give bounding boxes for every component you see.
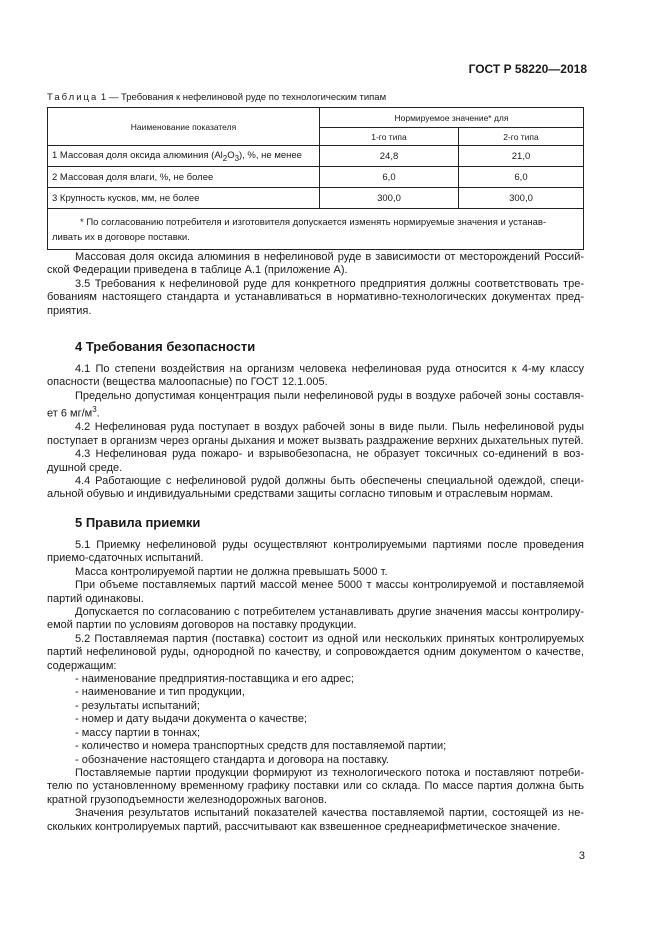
paragraph: 3.5 Требования к нефелиновой руде для конкретного предприятия должны соответствовать тре-бованиям настоящего стандарта и устанавливаться в нормативно-технологических документах пред-приятия. <box>47 277 584 317</box>
section-heading: 5 Правила приемки <box>75 515 201 530</box>
list-item: - результаты испытаний; <box>75 699 200 712</box>
row-value-type1: 24,8 <box>320 146 459 167</box>
row-value-type2: 300,0 <box>459 188 584 209</box>
list-item: - наименование и тип продукции, <box>75 686 245 699</box>
table-caption-number: 1 <box>100 92 107 103</box>
paragraph: 4.3 Нефелиновая руда пожаро- и взрывобезопасна, не образует токсичных со-единений в воз-душной среде. <box>47 448 584 474</box>
paragraph <box>47 390 584 421</box>
table-caption-word: Таблица <box>47 92 99 103</box>
subscript: 2 <box>222 153 228 163</box>
section-heading: 4 Требования безопасности <box>75 339 256 354</box>
paragraph: Поставляемые партии продукции формируют из технологического потока и поставляют потреби-телю по установленному временному графику поставки или со склада. По массе партия должна быть кратной грузоподъемности железнодорожных вагонов. <box>47 766 584 806</box>
contents-list <box>47 673 584 767</box>
paragraph: 4.4 Работающие с нефелиновой рудой должны быть обеспечены специальной одеждой, специ-альной обувью и индивидуальными средствами защиты согласно типовым и отраслевым нормам. <box>47 474 584 501</box>
paragraph: Значения результатов испытаний показателей качества поставляемой партии, состоящей из не-скольких контролируемых партий, рассчитывают как взвешенное среднеарифметическое значение. <box>47 807 584 833</box>
paragraph: Допускается по согласованию с потребителем устанавливать другие значения массы контролиру-емой партии по условиям договоров на поставку продукции. <box>47 606 584 632</box>
list-item: - номер и дату выдачи документа о качестве; <box>75 713 308 726</box>
table-row <box>48 146 584 167</box>
header-normative: Нормируемое значение* для <box>320 108 584 128</box>
row-value-type2: 21,0 <box>459 146 584 167</box>
paragraph: Массовая доля оксида алюминия в нефелиновой руде в зависимости от месторождений Россий-ской Федерации приведена в таблице А.1 (приложение А). <box>47 251 584 277</box>
paragraph: 5.2 Поставляемая партия (поставка) состоит из одной или нескольких принятых контролируемых партий нефелиновой руды, однородной по качеству, и сопровождается одним документом о качестве, содержащим: <box>47 632 584 672</box>
list-item: - количество и номера транспортных средств для поставляемой партии; <box>75 740 447 753</box>
header-type2: 2-го типа <box>459 128 584 146</box>
row-value-type2: 6,0 <box>459 167 584 188</box>
list-item: - наименование предприятия-поставщика и его адрес; <box>75 673 354 686</box>
row-name-text: O <box>227 149 235 161</box>
table-row <box>48 167 584 188</box>
subscript: 3 <box>234 153 239 163</box>
superscript: 3 <box>92 405 97 415</box>
section4-body <box>47 363 584 502</box>
row-name: 3 Крупность кусков, мм, не более <box>48 188 320 209</box>
table-caption <box>47 92 386 103</box>
footnote-line: ливать их в договоре поставки. <box>52 232 190 243</box>
after-table-text <box>47 251 584 318</box>
paragraph: 4.2 Нефелиновая руда поступает в воздух рабочей зоны в виде пыли. Пыль нефелиновой руды поступает в организм через органы дыхания и может вызвать раздражение верхних дыхательных путей. <box>47 421 584 447</box>
footnote-line: * По согласованию потребителя и изготовителя допускается изменять нормируемые значения и устанав- <box>80 217 547 228</box>
table-footnote <box>48 209 584 250</box>
row-name-text: 1 Массовая доля оксида алюминия (Al <box>52 149 223 161</box>
paragraph-text: Предельно допустимая концентрация пыли нефелиновой руды в воздухе рабочей зоны составля-ет 6 мг/м <box>47 389 584 420</box>
paragraph: 5.1 Приемку нефелиновой руды осуществляют контролируемыми партиями после проведения приемо-сдаточных испытаний. <box>47 539 584 565</box>
page-number: 3 <box>578 850 585 862</box>
row-value-type1: 300,0 <box>320 188 459 209</box>
row-name-text: ), %, не менее <box>238 149 302 161</box>
table-row <box>48 188 584 209</box>
row-name: 2 Массовая доля влаги, %, не более <box>48 167 320 188</box>
section5-body <box>47 539 584 834</box>
paragraph: 4.1 По степени воздействия на организм человека нефелиновая руда относится к 4-му классу опасности (вещества малоопасные) по ГОСТ 12.1.005. <box>47 363 584 389</box>
header-type1: 1-го типа <box>320 128 459 146</box>
document-designation: ГОСТ Р 58220—2018 <box>468 62 587 76</box>
table-caption-text: — Требования к нефелиновой руде по технологическим типам <box>106 92 387 103</box>
header-indicator: Наименование показателя <box>48 108 320 146</box>
row-name <box>48 146 320 167</box>
list-item: - обозначение настоящего стандарта и договора на поставку. <box>75 753 389 766</box>
list-item: - массу партии в тоннах; <box>75 726 201 739</box>
paragraph: Масса контролируемой партии не должна превышать 5000 т. <box>75 565 388 578</box>
paragraph-text: . <box>96 407 100 420</box>
paragraph: При объеме поставляемых партий массой менее 5000 т массы контролируемой и поставляемой партий одинаковы. <box>47 579 584 605</box>
requirements-table <box>47 107 584 250</box>
row-value-type1: 6,0 <box>320 167 459 188</box>
